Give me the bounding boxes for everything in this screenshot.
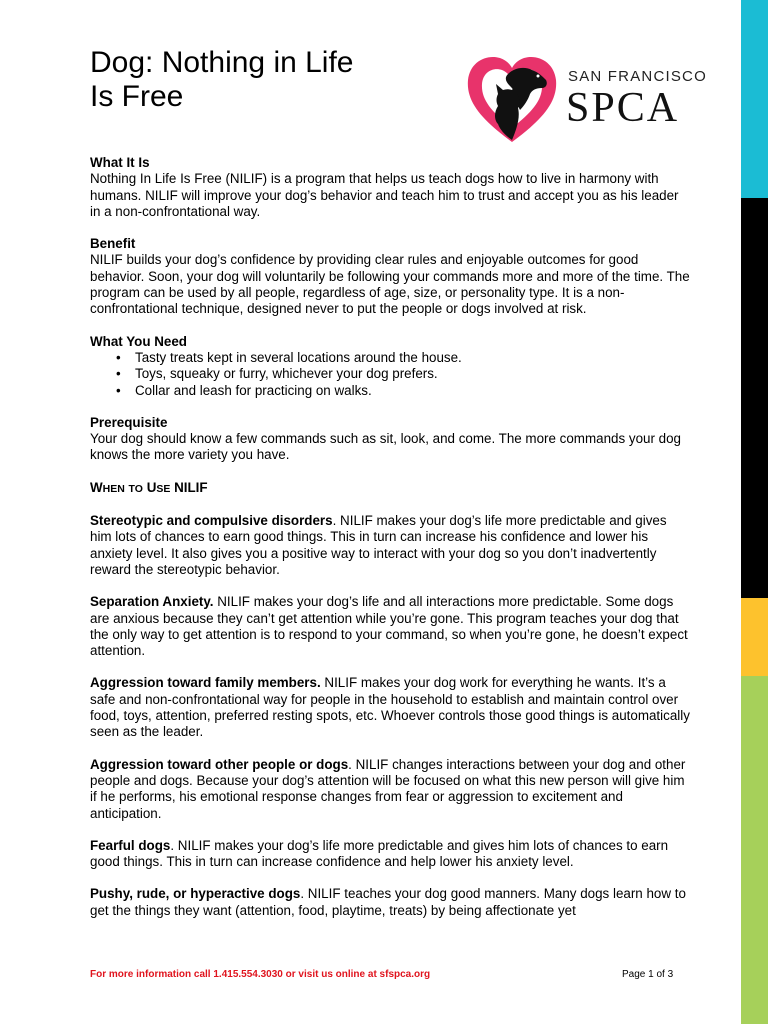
heading-part: U (146, 479, 157, 495)
section-benefit (90, 236, 690, 317)
title-line-2: Is Free (90, 80, 184, 113)
use-text: NILIF makes your dog work for everything he wants. It’s a safe and non-confrontational way for people in the household to establish and maintain control over food, toys, attention, preferred resting spots, etc. Whoever controls those good things is automatically seen as the leader. (90, 675, 690, 740)
heading-part: SE (156, 482, 171, 495)
section-heading: What You Need (90, 333, 187, 349)
heading-part: TO (128, 482, 143, 495)
use-text: NILIF makes your dog’s life and all interactions more predictable. Some dogs are anxious because they can’t get attention while you’re gone. This program teaches your dog that the only way to get attention is to respond to your command, so when you’re gone, he doesn’t expect attention. (90, 594, 688, 659)
list-item: • Tasty treats kept in several locations around the house. (116, 350, 690, 366)
document-body (90, 155, 690, 935)
color-stripe-cyan (741, 0, 768, 198)
use-paragraph (90, 757, 690, 822)
use-text: . NILIF makes your dog’s life more predictable and gives him lots of chances to earn good things. This in turn can increase his confidence and lower his anxiety level. It also gives you a positive way to interact with your dog so you don’t inadvertently reward the stereotypic behavior. (90, 513, 667, 577)
heart-dog-cat-icon (462, 50, 562, 150)
use-paragraph (90, 838, 690, 871)
footer-contact: For more information call 1.415.554.3030 or visit us online at sfspca.org (90, 969, 431, 980)
color-stripe-green (741, 676, 768, 1024)
section-prerequisite (90, 415, 690, 464)
use-paragraph (90, 886, 690, 919)
color-stripe-black (741, 198, 768, 598)
use-paragraph (90, 675, 690, 740)
when-to-use-heading (90, 480, 690, 497)
use-text: . NILIF teaches your dog good manners. Many dogs learn how to get the things they want (attention, food, playtime, treats) by being affectionate yet (90, 886, 686, 918)
heading-part: HEN (102, 482, 125, 495)
logo-subtitle: SAN FRANCISCO (568, 68, 707, 85)
use-paragraph (90, 513, 690, 578)
use-lead: Aggression toward other people or dogs (90, 756, 349, 772)
section-heading: Prerequisite (90, 414, 168, 430)
heading-part: W (90, 479, 103, 495)
use-text: . NILIF makes your dog’s life more predictable and gives him lots of chances to earn good things. This in turn can increase confidence and help lower his anxiety level. (90, 837, 669, 870)
title-line-1: Dog: Nothing in Life (90, 46, 354, 79)
use-paragraph (90, 594, 690, 659)
section-what-it-is (90, 155, 690, 220)
sfspca-logo (462, 50, 707, 150)
section-text: Your dog should know a few commands such as sit, look, and come. The more commands your dog knows the more variety you have. (90, 431, 681, 463)
use-lead: Aggression toward family members. (90, 675, 321, 691)
logo-name: SPCA (566, 85, 680, 131)
list-item: • Collar and leash for practicing on walks. (116, 383, 690, 399)
use-lead: Stereotypic and compulsive disorders (90, 513, 333, 529)
heading-part: NILIF (174, 479, 208, 495)
color-stripe-yellow (741, 598, 768, 676)
page-number: Page 1 of 3 (622, 969, 674, 980)
section-heading: What It Is (90, 155, 150, 170)
use-lead: Separation Anxiety. (90, 594, 214, 610)
list-item: • Toys, squeaky or furry, whichever your dog prefers. (116, 366, 690, 382)
use-lead: Fearful dogs (90, 837, 171, 853)
page-title (90, 46, 420, 114)
use-lead: Pushy, rude, or hyperactive dogs (90, 886, 301, 902)
section-heading: Benefit (90, 236, 136, 252)
needs-list (90, 350, 690, 399)
section-text: Nothing In Life Is Free (NILIF) is a program that helps us teach dogs how to live in harmony with humans. NILIF will improve your dog’s behavior and teach him to trust and accept you as his leader in a non-confrontational way. (90, 171, 679, 219)
section-what-you-need (90, 334, 690, 399)
section-text: NILIF builds your dog’s confidence by providing clear rules and enjoyable outcomes for good behavior. Soon, your dog will voluntarily be following your commands more and more of the time. The program can be used by all people, regardless of age, size, or personality type. It is a non-confrontational technique, designed never to put the people or dogs involved at risk. (90, 252, 690, 317)
use-text: . NILIF changes interactions between your dog and other people and dogs. Because your dog’s attention will be focused on what this new person will give him if he performs, his emotional response changes from fear or aggression to excitement and anticipation. (90, 756, 686, 821)
